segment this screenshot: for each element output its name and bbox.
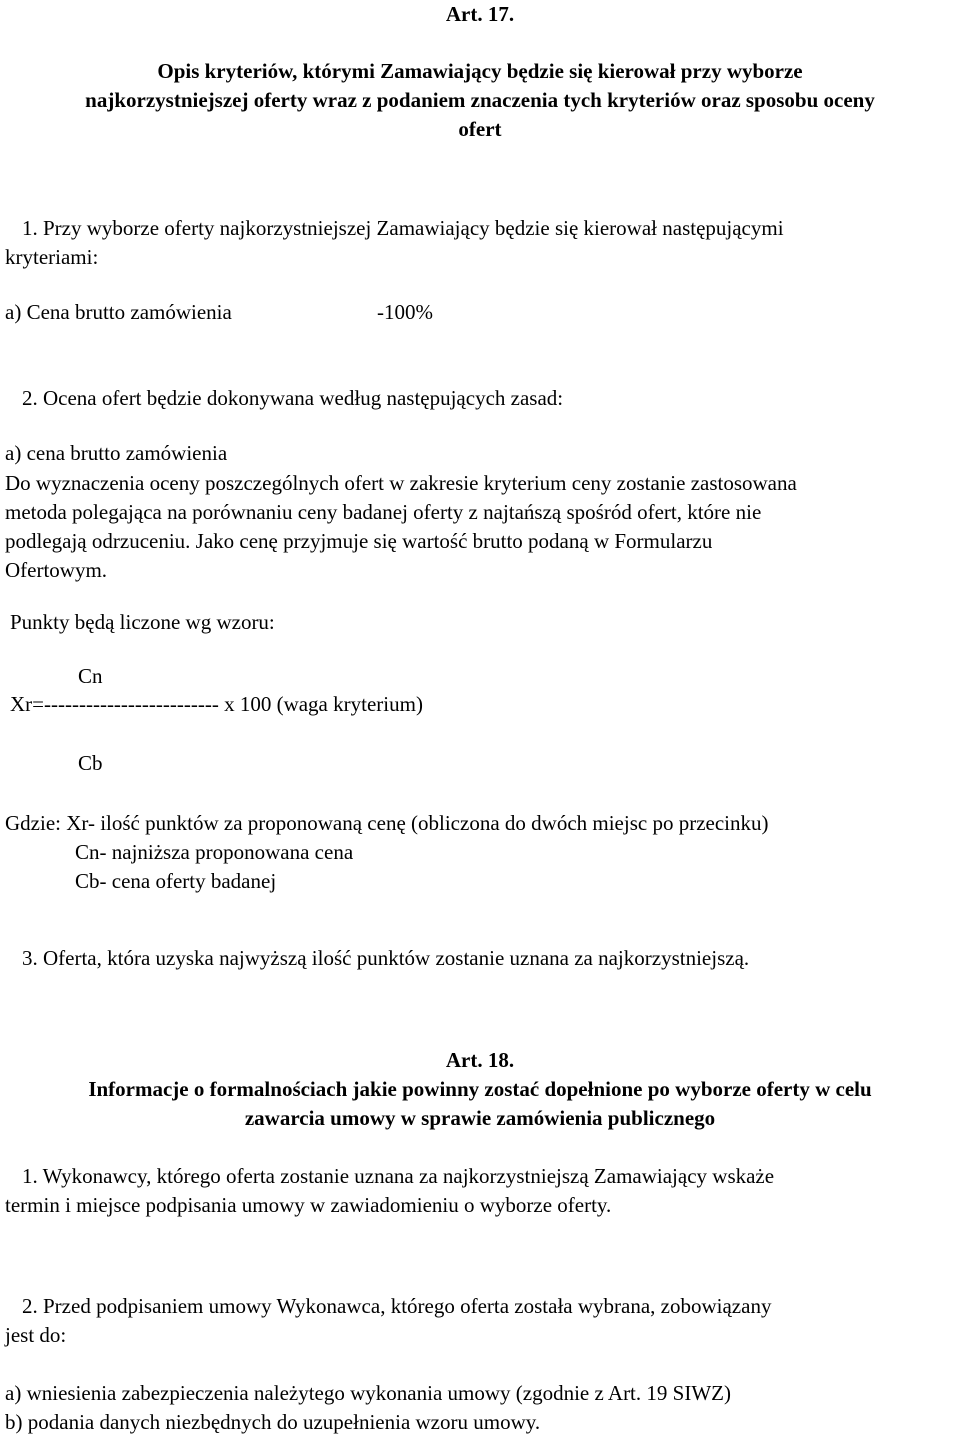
art17-p2: 2. Ocena ofert będzie dokonywana według następujących zasad: xyxy=(22,386,564,410)
formula-numerator: Cn xyxy=(78,664,103,688)
art17-title-line-3: ofert xyxy=(458,117,502,141)
art18-p1-line-2: termin i miejsce podpisania umowy w zawiadomieniu o wyborze oferty. xyxy=(5,1193,612,1217)
art18-title-line-1: Informacje o formalnościach jakie powinny zostać dopełnione po wyborze oferty w celu xyxy=(88,1077,872,1101)
where-line-1: Gdzie: Xr- ilość punktów za proponowaną cenę (obliczona do dwóch miejsc po przecinku) xyxy=(5,811,769,835)
art18-p1-line-1: 1. Wykonawcy, którego oferta zostanie uznana za najkorzystniejszą Zamawiający wskaże xyxy=(22,1164,775,1188)
art18-p2-line-2: jest do: xyxy=(5,1323,67,1347)
art17-p2-body-line-2: metoda polegająca na porównaniu ceny badanej oferty z najtańszą spośród ofert, które nie xyxy=(5,500,762,524)
criterion-weight: -100% xyxy=(377,300,433,324)
art18-item-b: b) podania danych niezbędnych do uzupełnienia wzoru umowy. xyxy=(5,1410,541,1434)
criterion-label: a) Cena brutto zamówienia xyxy=(5,300,232,324)
art17-p3: 3. Oferta, która uzyska najwyższą ilość punktów zostanie uznana za najkorzystniejszą. xyxy=(22,946,750,970)
art17-p2a: a) cena brutto zamówienia xyxy=(5,441,228,465)
art18-item-a: a) wniesienia zabezpieczenia należytego wykonania umowy (zgodnie z Art. 19 SIWZ) xyxy=(5,1381,731,1405)
formula-intro: Punkty będą liczone wg wzoru: xyxy=(10,610,275,634)
art17-p1-line-1: 1. Przy wyborze oferty najkorzystniejszej Zamawiający będzie się kierował następującymi xyxy=(22,216,784,240)
art18-heading: Art. 18. xyxy=(445,1048,515,1072)
art17-p2-body-line-1: Do wyznaczenia oceny poszczególnych ofert w zakresie kryterium ceny zostanie zastosowana xyxy=(5,471,797,495)
art17-p2-body-line-4: Ofertowym. xyxy=(5,558,108,582)
where-line-3: Cb- cena oferty badanej xyxy=(75,869,277,893)
art18-p2-line-1: 2. Przed podpisaniem umowy Wykonawca, którego oferta została wybrana, zobowiązany xyxy=(22,1294,772,1318)
art17-p2-body-line-3: podlegają odrzuceniu. Jako cenę przyjmuje się wartość brutto podaną w Formularzu xyxy=(5,529,713,553)
art17-title-line-1: Opis kryteriów, którymi Zamawiający będzie się kierował przy wyborze xyxy=(157,59,803,83)
art17-p1-line-2: kryteriami: xyxy=(5,245,99,269)
where-line-2: Cn- najniższa proponowana cena xyxy=(75,840,354,864)
art17-heading: Art. 17. xyxy=(445,2,515,26)
art17-title-line-2: najkorzystniejszej oferty wraz z podaniem znaczenia tych kryteriów oraz sposobu oceny xyxy=(85,88,875,112)
formula-line: Xr=------------------------- x 100 (waga kryterium) xyxy=(10,692,423,716)
art18-title-line-2: zawarcia umowy w sprawie zamówienia publicznego xyxy=(244,1106,716,1130)
formula-denominator: Cb xyxy=(78,751,103,775)
